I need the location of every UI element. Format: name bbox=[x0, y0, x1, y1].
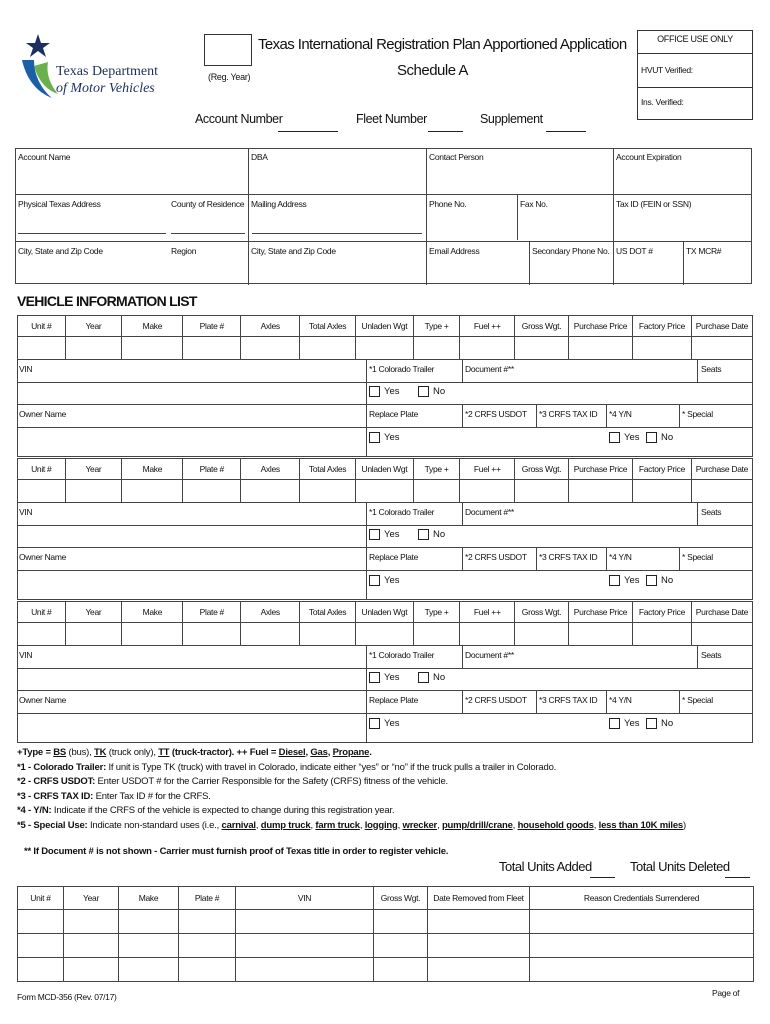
grid-line bbox=[462, 547, 463, 570]
logo-line1: Texas Department bbox=[56, 64, 159, 79]
contact-person-field[interactable]: Contact Person bbox=[429, 152, 484, 162]
column-header: Gross Wgt. bbox=[515, 459, 569, 480]
document-number-field[interactable]: Document #** bbox=[465, 507, 514, 517]
crfs-usdot-field[interactable]: *2 CRFS USDOT bbox=[465, 552, 527, 562]
fleet-number-line[interactable] bbox=[428, 131, 463, 132]
checkbox-icon[interactable] bbox=[369, 432, 380, 443]
column-header: VIN bbox=[236, 887, 374, 910]
grid-line bbox=[366, 359, 367, 457]
column-header: Make bbox=[119, 887, 179, 910]
column-header: Fuel ++ bbox=[460, 316, 515, 337]
column-header: Factory Price bbox=[632, 316, 691, 337]
checkbox-label: Yes bbox=[384, 432, 400, 444]
column-header: Reason Credentials Surrendered bbox=[530, 887, 754, 910]
owner-name-field[interactable]: Owner Name bbox=[19, 552, 67, 562]
checkbox-icon[interactable] bbox=[369, 529, 380, 540]
replace-plate-yes-checkbox[interactable] bbox=[369, 718, 400, 729]
form-subtitle: Schedule A bbox=[397, 62, 468, 79]
vehicle-cell[interactable] bbox=[183, 337, 241, 360]
vehicle-cell[interactable] bbox=[632, 337, 691, 360]
mailing-city-state-zip-field[interactable]: City, State and Zip Code bbox=[251, 246, 336, 256]
vehicle-header-row bbox=[18, 316, 753, 337]
checkbox-label: No bbox=[433, 672, 446, 684]
txdmv-logo bbox=[16, 30, 159, 100]
column-header: Purchase Date bbox=[691, 316, 752, 337]
vehicle-cell[interactable] bbox=[65, 623, 122, 646]
crfs-usdot-field[interactable]: *2 CRFS USDOT bbox=[465, 695, 527, 705]
colorado-trailer-label: *1 Colorado Trailer bbox=[369, 364, 435, 374]
column-header: Make bbox=[122, 602, 183, 623]
checkbox-label: No bbox=[661, 432, 674, 444]
vehicle-cell[interactable] bbox=[515, 337, 569, 360]
vehicle-cell[interactable] bbox=[460, 480, 515, 503]
grid-line bbox=[462, 502, 463, 525]
vehicle-table bbox=[17, 458, 753, 503]
vehicle-cell[interactable] bbox=[691, 480, 752, 503]
checkbox-label: No bbox=[661, 575, 674, 587]
grid-line bbox=[17, 427, 366, 428]
vehicle-cell[interactable] bbox=[18, 480, 66, 503]
seats-field[interactable]: Seats bbox=[701, 507, 722, 517]
column-header: Gross Wgt. bbox=[374, 887, 428, 910]
vehicle-cell[interactable] bbox=[122, 337, 183, 360]
vehicle-cell[interactable] bbox=[460, 337, 515, 360]
document-number-field[interactable]: Document #** bbox=[465, 650, 514, 660]
column-header: Unit # bbox=[18, 887, 64, 910]
column-header: Factory Price bbox=[632, 459, 691, 480]
checkbox-label: Yes bbox=[384, 529, 400, 541]
column-header: Type + bbox=[413, 602, 460, 623]
colorado-trailer-label: *1 Colorado Trailer bbox=[369, 650, 435, 660]
special-field[interactable]: * Special bbox=[682, 552, 713, 562]
column-header: Purchase Price bbox=[568, 316, 632, 337]
column-header: Plate # bbox=[183, 602, 241, 623]
yn-label: *4 Y/N bbox=[609, 409, 632, 419]
vehicle-cell[interactable] bbox=[65, 480, 122, 503]
column-header: Axles bbox=[241, 316, 300, 337]
account-number-line[interactable] bbox=[278, 131, 338, 132]
crfs-change-yes-checkbox[interactable] bbox=[609, 575, 640, 586]
column-header: Date Removed from Fleet bbox=[428, 887, 530, 910]
checkbox-icon[interactable] bbox=[418, 672, 429, 683]
checkbox-icon[interactable] bbox=[369, 672, 380, 683]
crfs-taxid-field[interactable]: *3 CRFS TAX ID bbox=[539, 695, 598, 705]
grid-line bbox=[366, 427, 753, 428]
vehicle-cell[interactable] bbox=[183, 480, 241, 503]
checkbox-icon[interactable] bbox=[609, 432, 620, 443]
hvut-verified: HVUT Verified: bbox=[641, 65, 693, 75]
colorado-yes-checkbox[interactable] bbox=[369, 386, 400, 397]
removed-vehicles-table bbox=[17, 886, 754, 982]
grid-line bbox=[697, 502, 698, 525]
document-note: ** If Document # is not shown - Carrier must furnish proof of Texas title in order to register vehicle. bbox=[24, 846, 449, 857]
checkbox-icon[interactable] bbox=[418, 529, 429, 540]
column-header: Fuel ++ bbox=[460, 602, 515, 623]
replace-plate-label: Replace Plate bbox=[369, 552, 419, 562]
column-header: Unladen Wgt bbox=[355, 602, 413, 623]
colorado-no-checkbox[interactable] bbox=[418, 386, 445, 397]
grid-line bbox=[366, 645, 367, 743]
vehicle-header-row bbox=[18, 602, 753, 623]
grid-line bbox=[366, 713, 753, 714]
column-header: Unit # bbox=[18, 459, 66, 480]
grid-line bbox=[462, 359, 463, 382]
secondary-phone-field[interactable]: Secondary Phone No. bbox=[532, 246, 610, 256]
grid-line bbox=[536, 690, 537, 713]
grid-line bbox=[697, 645, 698, 668]
special-field[interactable]: * Special bbox=[682, 409, 713, 419]
checkbox-label: No bbox=[661, 718, 674, 730]
vehicle-cell[interactable] bbox=[300, 337, 356, 360]
column-header: Plate # bbox=[183, 459, 241, 480]
vehicle-cell[interactable] bbox=[355, 623, 413, 646]
vehicle-cell[interactable] bbox=[515, 480, 569, 503]
crfs-taxid-field[interactable]: *3 CRFS TAX ID bbox=[539, 552, 598, 562]
replace-plate-yes-checkbox[interactable] bbox=[369, 575, 400, 586]
grid-line bbox=[366, 525, 753, 526]
owner-name-field[interactable]: Owner Name bbox=[19, 409, 67, 419]
total-units-deleted-line[interactable] bbox=[725, 877, 750, 878]
column-header: Type + bbox=[413, 316, 460, 337]
crfs-change-yes-checkbox[interactable] bbox=[609, 718, 640, 729]
special-field[interactable]: * Special bbox=[682, 695, 713, 705]
grid-line bbox=[606, 404, 607, 427]
note-crfs-usdot: *2 - CRFS USDOT: Enter USDOT # for the Carrier Responsible for the Safety (CRFS) fitness of the vehicle. bbox=[17, 776, 448, 787]
checkbox-icon[interactable] bbox=[609, 575, 620, 586]
column-header: Purchase Date bbox=[691, 459, 752, 480]
vehicle-cell[interactable] bbox=[413, 480, 460, 503]
column-header: Year bbox=[65, 316, 122, 337]
column-header: Plate # bbox=[183, 316, 241, 337]
vehicle-cell[interactable] bbox=[515, 623, 569, 646]
tax-id-field[interactable]: Tax ID (FEIN or SSN) bbox=[616, 199, 692, 209]
region-field[interactable]: Region bbox=[171, 246, 197, 256]
grid-line bbox=[606, 547, 607, 570]
email-field[interactable]: Email Address bbox=[429, 246, 480, 256]
vin-field[interactable]: VIN bbox=[19, 650, 33, 660]
table-row[interactable] bbox=[18, 934, 754, 958]
total-units-added-line[interactable] bbox=[590, 877, 615, 878]
mailing-address-field[interactable]: Mailing Address bbox=[251, 199, 307, 209]
physical-address-field[interactable]: Physical Texas Address bbox=[18, 199, 101, 209]
form-id: Form MCD-356 (Rev. 07/17) bbox=[17, 992, 117, 1002]
grid-line bbox=[536, 404, 537, 427]
column-header: Fuel ++ bbox=[460, 459, 515, 480]
special-use-item: carnival bbox=[221, 819, 256, 831]
vehicle-cell[interactable] bbox=[300, 623, 356, 646]
grid-line bbox=[17, 570, 366, 571]
column-header: Gross Wgt. bbox=[515, 602, 569, 623]
replace-plate-label: Replace Plate bbox=[369, 695, 419, 705]
table-row[interactable] bbox=[18, 337, 753, 360]
checkbox-label: No bbox=[433, 529, 446, 541]
document-number-field[interactable]: Document #** bbox=[465, 364, 514, 374]
special-use-item: less than 10K miles bbox=[598, 819, 684, 831]
vehicle-cell[interactable] bbox=[632, 480, 691, 503]
grid-line bbox=[606, 690, 607, 713]
office-use-title: OFFICE USE ONLY bbox=[657, 34, 733, 44]
crfs-change-yes-checkbox[interactable] bbox=[609, 432, 640, 443]
crfs-change-no-checkbox[interactable] bbox=[646, 432, 673, 443]
column-header: Total Axles bbox=[300, 602, 356, 623]
colorado-yes-checkbox[interactable] bbox=[369, 529, 400, 540]
vehicle-cell[interactable] bbox=[241, 623, 300, 646]
phone-field[interactable]: Phone No. bbox=[429, 199, 467, 209]
checkbox-icon[interactable] bbox=[646, 718, 657, 729]
checkbox-label: Yes bbox=[384, 718, 400, 730]
total-units-deleted-label: Total Units Deleted bbox=[630, 859, 730, 874]
tx-mcr-field[interactable]: TX MCR# bbox=[686, 246, 722, 256]
column-header: Year bbox=[64, 887, 119, 910]
checkbox-icon[interactable] bbox=[369, 575, 380, 586]
column-header: Year bbox=[65, 459, 122, 480]
account-expiration-field[interactable]: Account Expiration bbox=[616, 152, 682, 162]
checkbox-label: Yes bbox=[624, 718, 640, 730]
special-use-item: farm truck bbox=[315, 819, 360, 831]
city-state-zip-field[interactable]: City, State and Zip Code bbox=[18, 246, 103, 256]
checkbox-label: Yes bbox=[384, 575, 400, 587]
grid-line bbox=[462, 404, 463, 427]
column-header: Unladen Wgt bbox=[355, 316, 413, 337]
checkbox-label: No bbox=[433, 386, 446, 398]
checkbox-icon[interactable] bbox=[369, 386, 380, 397]
table-row[interactable] bbox=[18, 480, 753, 503]
vehicle-cell[interactable] bbox=[65, 337, 122, 360]
vehicle-cell[interactable] bbox=[460, 623, 515, 646]
grid-line bbox=[17, 690, 753, 691]
checkbox-icon[interactable] bbox=[418, 386, 429, 397]
account-name-field[interactable]: Account Name bbox=[18, 152, 71, 162]
table-row[interactable] bbox=[18, 910, 754, 934]
supplement-line[interactable] bbox=[546, 131, 586, 132]
checkbox-label: Yes bbox=[624, 432, 640, 444]
special-use-item: household goods bbox=[517, 819, 594, 831]
column-header: Gross Wgt. bbox=[515, 316, 569, 337]
vin-field[interactable]: VIN bbox=[19, 364, 33, 374]
column-header: Total Axles bbox=[300, 459, 356, 480]
supplement-label: Supplement bbox=[480, 112, 543, 126]
checkbox-icon[interactable] bbox=[609, 718, 620, 729]
special-use-item: wrecker bbox=[402, 819, 438, 831]
grid-line bbox=[17, 404, 753, 405]
table-row[interactable] bbox=[18, 958, 754, 982]
colorado-no-checkbox[interactable] bbox=[418, 529, 445, 540]
note-special: *5 - Special Use: Indicate non-standard uses (i.e., carnival, dump truck, farm truck, logging, wrecker, pump/drill/crane, household goods, less than 10K miles) bbox=[17, 819, 686, 831]
office-use-box bbox=[637, 30, 753, 120]
grid-line bbox=[679, 690, 680, 713]
special-use-item: pump/drill/crane bbox=[441, 819, 513, 831]
county-field[interactable]: County of Residence bbox=[171, 199, 245, 209]
vehicle-cell[interactable] bbox=[122, 480, 183, 503]
vehicle-cell[interactable] bbox=[568, 480, 632, 503]
colorado-trailer-label: *1 Colorado Trailer bbox=[369, 507, 435, 517]
colorado-yes-checkbox[interactable] bbox=[369, 672, 400, 683]
column-header: Purchase Price bbox=[568, 459, 632, 480]
grid-line bbox=[17, 382, 366, 383]
grid-line bbox=[17, 525, 366, 526]
note-crfs-taxid: *3 - CRFS TAX ID: Enter Tax ID # for the CRFS. bbox=[17, 790, 211, 802]
logo-line2: of Motor Vehicles bbox=[56, 81, 155, 96]
vehicle-cell[interactable] bbox=[568, 623, 632, 646]
vin-field[interactable]: VIN bbox=[19, 507, 33, 517]
column-header: Factory Price bbox=[632, 602, 691, 623]
colorado-no-checkbox[interactable] bbox=[418, 672, 445, 683]
fleet-number-label: Fleet Number bbox=[356, 112, 427, 126]
table-row[interactable] bbox=[18, 623, 753, 646]
special-use-item: dump truck bbox=[260, 819, 311, 831]
note-colorado: *1 - Colorado Trailer: If unit is Type TK (truck) with travel in Colorado, indicate either “yes” or “no” if the truck pulls a trailer in Colorado. bbox=[17, 761, 557, 773]
crfs-change-no-checkbox[interactable] bbox=[646, 575, 673, 586]
page-of: Page of bbox=[712, 988, 740, 998]
grid-line bbox=[366, 668, 753, 669]
grid-line bbox=[17, 547, 753, 548]
dba-field[interactable]: DBA bbox=[251, 152, 268, 162]
account-grid bbox=[15, 148, 752, 284]
checkbox-label: Yes bbox=[624, 575, 640, 587]
column-header: Year bbox=[65, 602, 122, 623]
reg-year-box[interactable] bbox=[204, 34, 252, 66]
vehicle-cell[interactable] bbox=[241, 337, 300, 360]
usdot-field[interactable]: US DOT # bbox=[616, 246, 653, 256]
checkbox-label: Yes bbox=[384, 386, 400, 398]
column-header: Make bbox=[122, 316, 183, 337]
grid-line bbox=[462, 690, 463, 713]
column-header: Unit # bbox=[18, 602, 66, 623]
replace-plate-label: Replace Plate bbox=[369, 409, 419, 419]
yn-label: *4 Y/N bbox=[609, 695, 632, 705]
replace-plate-yes-checkbox[interactable] bbox=[369, 432, 400, 443]
grid-line bbox=[366, 570, 753, 571]
grid-line bbox=[697, 359, 698, 382]
account-number-label: Account Number bbox=[195, 112, 283, 126]
seats-field[interactable]: Seats bbox=[701, 364, 722, 374]
checkbox-icon[interactable] bbox=[646, 432, 657, 443]
vehicle-cell[interactable] bbox=[122, 623, 183, 646]
column-header: Unladen Wgt bbox=[355, 459, 413, 480]
vehicle-cell[interactable] bbox=[413, 337, 460, 360]
vehicle-cell[interactable] bbox=[355, 337, 413, 360]
note-yn: *4 - Y/N: Indicate if the CRFS of the vehicle is expected to change during this registration year. bbox=[17, 805, 395, 816]
grid-line bbox=[679, 404, 680, 427]
vehicle-cell[interactable] bbox=[241, 480, 300, 503]
notes-block bbox=[17, 746, 686, 833]
owner-name-field[interactable]: Owner Name bbox=[19, 695, 67, 705]
grid-line bbox=[536, 547, 537, 570]
column-header: Type + bbox=[413, 459, 460, 480]
vehicle-table bbox=[17, 601, 753, 646]
vehicle-cell[interactable] bbox=[183, 623, 241, 646]
column-header: Total Axles bbox=[300, 316, 356, 337]
vehicle-cell[interactable] bbox=[355, 480, 413, 503]
grid-line bbox=[17, 668, 366, 669]
grid-line bbox=[462, 645, 463, 668]
reg-year-label: (Reg. Year) bbox=[208, 72, 251, 82]
type-fuel-note: +Type = BS (bus), TK (truck only), TT (truck-tractor). ++ Fuel = Diesel, Gas, Propane. bbox=[17, 747, 372, 758]
seats-field[interactable]: Seats bbox=[701, 650, 722, 660]
vehicle-table bbox=[17, 315, 753, 360]
column-header: Purchase Price bbox=[568, 602, 632, 623]
vehicle-cell[interactable] bbox=[568, 337, 632, 360]
grid-line bbox=[366, 382, 753, 383]
checkbox-icon[interactable] bbox=[369, 718, 380, 729]
vehicle-cell[interactable] bbox=[300, 480, 356, 503]
checkbox-label: Yes bbox=[384, 672, 400, 684]
crfs-change-no-checkbox[interactable] bbox=[646, 718, 673, 729]
crfs-taxid-field[interactable]: *3 CRFS TAX ID bbox=[539, 409, 598, 419]
vehicle-cell[interactable] bbox=[632, 623, 691, 646]
column-header: Make bbox=[122, 459, 183, 480]
column-header: Axles bbox=[241, 602, 300, 623]
special-use-item: logging bbox=[364, 819, 398, 831]
vehicle-cell[interactable] bbox=[18, 337, 66, 360]
grid-line bbox=[679, 547, 680, 570]
column-header: Unit # bbox=[18, 316, 66, 337]
ins-verified: Ins. Verified: bbox=[641, 97, 684, 107]
vehicle-cell[interactable] bbox=[691, 337, 752, 360]
form-title: Texas International Registration Plan Apportioned Application bbox=[258, 36, 627, 53]
column-header: Purchase Date bbox=[691, 602, 752, 623]
removed-table-header bbox=[18, 887, 754, 910]
vehicle-cell[interactable] bbox=[18, 623, 66, 646]
total-units-added-label: Total Units Added bbox=[499, 859, 592, 874]
grid-line bbox=[366, 502, 367, 600]
column-header: Axles bbox=[241, 459, 300, 480]
vehicle-cell[interactable] bbox=[413, 623, 460, 646]
checkbox-icon[interactable] bbox=[646, 575, 657, 586]
column-header: Plate # bbox=[179, 887, 236, 910]
vehicle-header-row bbox=[18, 459, 753, 480]
yn-label: *4 Y/N bbox=[609, 552, 632, 562]
vehicle-section-title: VEHICLE INFORMATION LIST bbox=[17, 293, 197, 309]
fax-field[interactable]: Fax No. bbox=[520, 199, 548, 209]
vehicle-cell[interactable] bbox=[691, 623, 752, 646]
grid-line bbox=[17, 713, 366, 714]
crfs-usdot-field[interactable]: *2 CRFS USDOT bbox=[465, 409, 527, 419]
